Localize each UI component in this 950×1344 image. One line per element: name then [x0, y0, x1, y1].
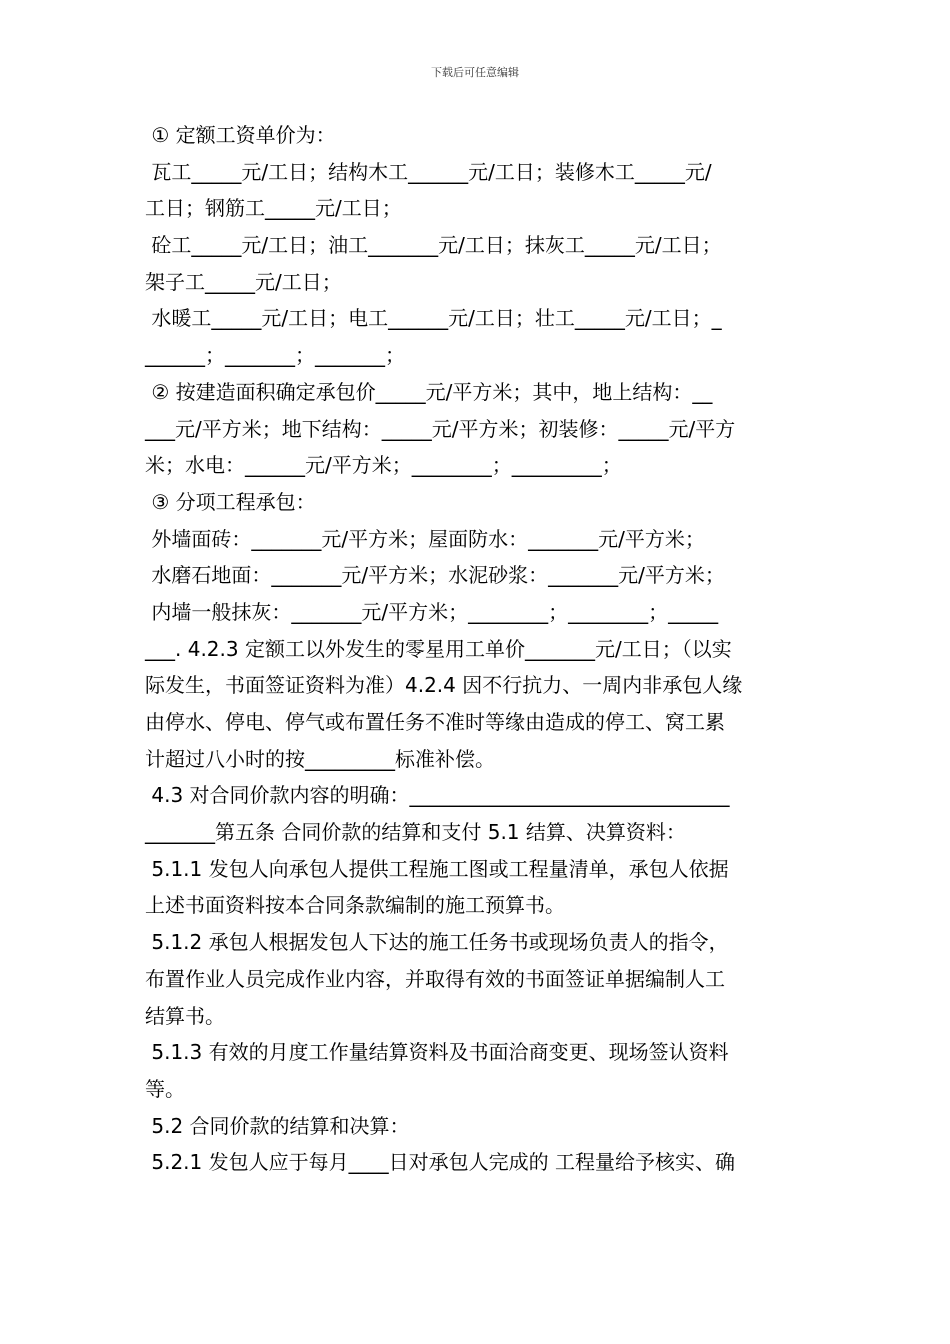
line-clause-4-2-3: ___. 4.2.3 定额工以外发生的零星用工单价_______元/工日；（以实	[145, 636, 732, 661]
line-clause-4-2-4-cont: 由停水、停电、停气或布置任务不准时等缘由造成的停工、窝工累	[145, 710, 725, 734]
line-clause-4-2-4-end: 计超过八小时的按_________标准补偿。	[145, 746, 495, 771]
line-article-5: _______第五条 合同价款的结算和支付 5.1 结算、决算资料：	[145, 820, 686, 845]
line-clause-5-1-2-cont: 布置作业人员完成作业内容，并取得有效的书面签证单据编制人工	[145, 966, 725, 991]
page-header: 下载后可任意编辑	[431, 66, 519, 79]
line-clause-5-1-3: 5.1.3 有效的月度工作量结算资料及书面洽商变更、现场签认资料	[145, 1040, 729, 1065]
line-wage-scaffold: 架子工_____元/工日；	[145, 269, 342, 294]
line-wage-plumbing: 水暖工_____元/工日；电工______元/工日；壮工_____元/工日；_	[145, 306, 722, 331]
line-area-price-cont2: 米；水电：______元/平方米；________；_________；	[145, 453, 622, 478]
line-area-price-cont: ___元/平方米；地下结构：_____元/平方米；初装修：_____元/平方	[145, 416, 736, 441]
document-body	[145, 117, 810, 1181]
line-wage-concrete: 砼工_____元/工日；油工_______元/工日；抹灰工_____元/工日；	[145, 233, 722, 258]
line-wage-rebar: 工日；钢筋工_____元/工日；	[145, 196, 402, 221]
line-clause-5-1-3-end: 等。	[145, 1076, 185, 1101]
line-quota-wage-heading: ① 定额工资单价为：	[145, 123, 336, 147]
line-exterior-tile: 外墙面砖：_______元/平方米；屋面防水：_______元/平方米；	[145, 526, 705, 551]
line-clause-4-3: 4.3 对合同价款内容的明确：________________________________	[145, 783, 730, 808]
line-interior-plaster: 内墙一般抹灰：_______元/平方米；________；________；_____	[145, 599, 719, 624]
line-clause-5-1-1-cont: 上述书面资料按本合同条款编制的施工预算书。	[145, 893, 565, 918]
line-clause-4-2-4: 际发生，书面签证资料为准）4.2.4 因不行抗力、一周内非承包人缘	[145, 673, 743, 698]
line-clause-5-1-1: 5.1.1 发包人向承包人提供工程施工图或工程量清单，承包人依据	[145, 856, 729, 881]
line-terrazzo: 水磨石地面：_______元/平方米；水泥砂浆：_______元/平方米；	[145, 563, 725, 588]
line-wage-blanks: ______；_______；_______；	[145, 343, 405, 368]
line-clause-5-1-2-end: 结算书。	[145, 1003, 225, 1028]
line-sub-item-heading: ③ 分项工程承包：	[145, 489, 316, 514]
line-area-price: ② 按建造面积确定承包价_____元/平方米；其中，地上结构：__	[145, 379, 713, 404]
line-clause-5-2-1: 5.2.1 发包人应于每月____日对承包人完成的 工程量给予核实、确	[145, 1150, 735, 1175]
line-clause-5-1-2: 5.1.2 承包人根据发包人下达的施工任务书或现场负责人的指令，	[145, 930, 729, 955]
line-clause-5-2: 5.2 合同价款的结算和决算：	[145, 1113, 410, 1138]
line-wage-masonry: 瓦工_____元/工日；结构木工______元/工日；装修木工_____元/	[145, 159, 712, 184]
